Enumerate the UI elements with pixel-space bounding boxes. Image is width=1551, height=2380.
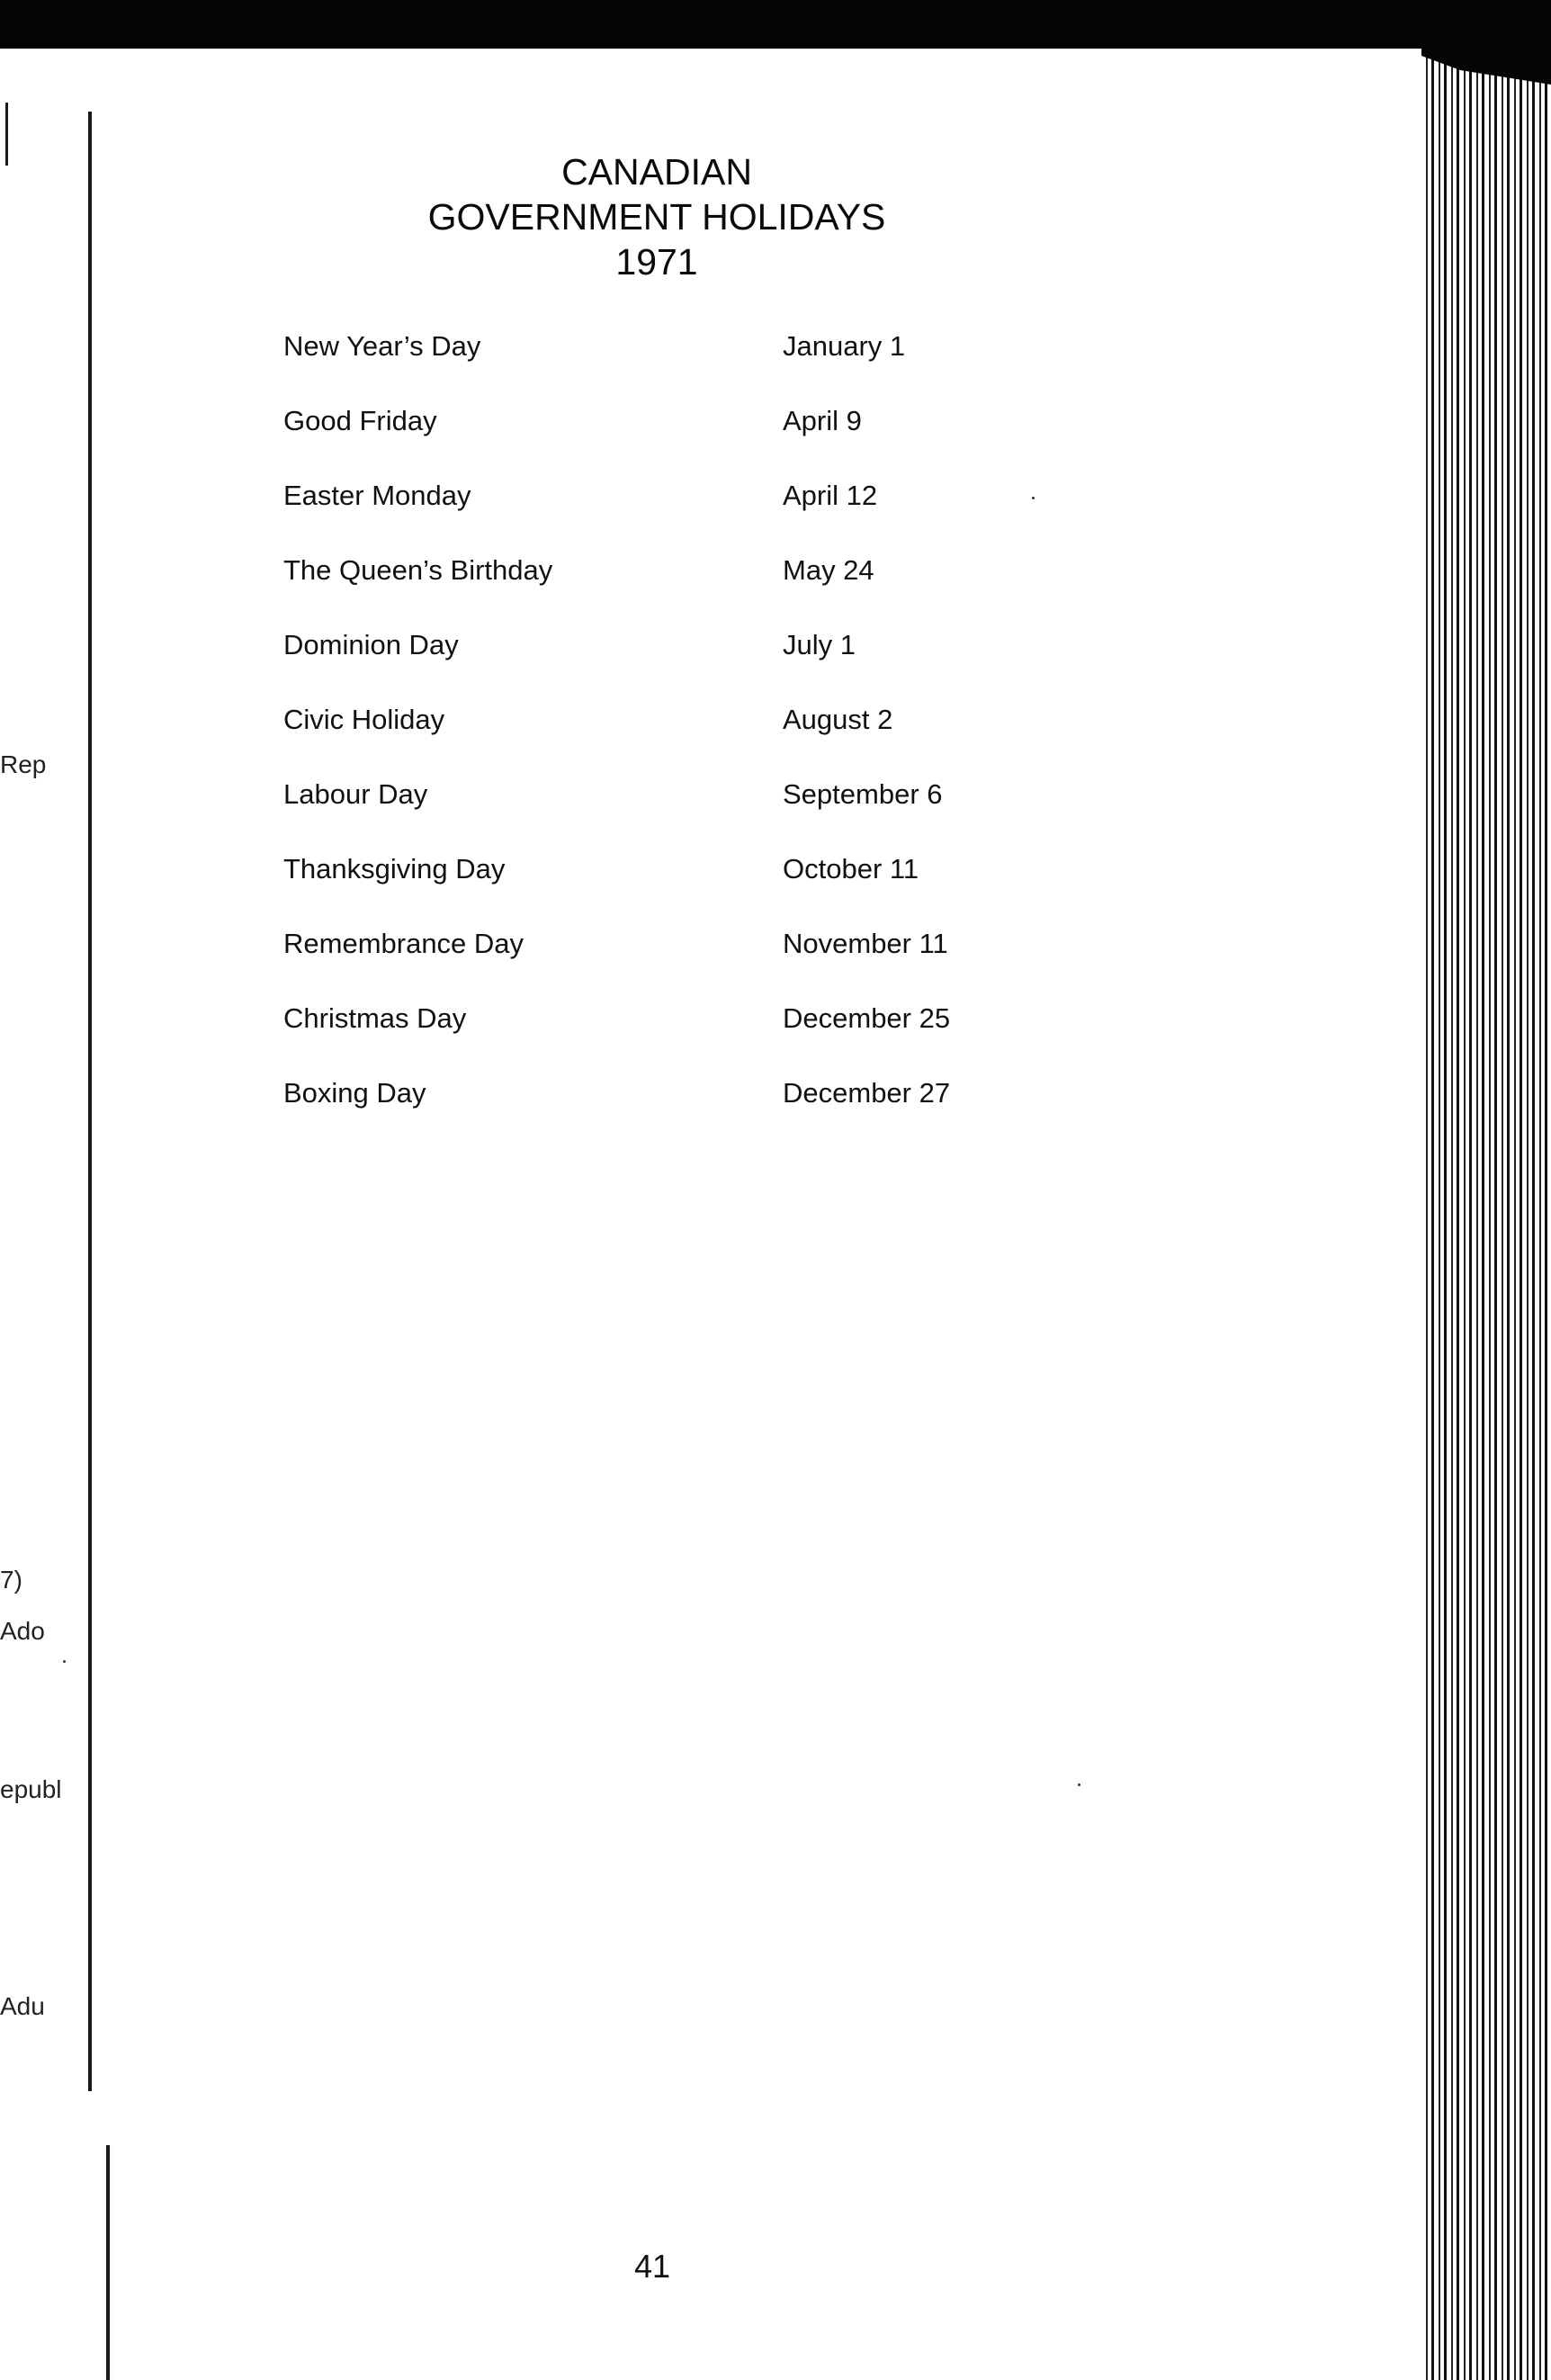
- holiday-date: August 2: [783, 704, 893, 735]
- holiday-date: October 11: [783, 853, 919, 885]
- holiday-row: [283, 552, 1003, 627]
- page-heading: [342, 149, 972, 284]
- holiday-date: July 1: [783, 629, 856, 660]
- gutter-mark: [5, 103, 8, 166]
- facing-page-fragment: epubl: [0, 1775, 62, 1803]
- gutter-line-lower: [106, 2145, 110, 2380]
- holiday-row: [283, 926, 1003, 1001]
- holiday-date: April 9: [783, 405, 862, 436]
- page-edges-top-shadow: [1421, 49, 1551, 85]
- facing-page-fragment: 7): [0, 1566, 22, 1594]
- holiday-name: Thanksgiving Day: [283, 853, 506, 885]
- holiday-date: January 1: [783, 330, 906, 362]
- holiday-row: [283, 403, 1003, 478]
- book-page-edges: [1421, 49, 1551, 2380]
- holiday-row: [283, 328, 1003, 403]
- holiday-date: September 6: [783, 778, 943, 810]
- scan-speck: [1032, 497, 1035, 499]
- holiday-row: [283, 627, 1003, 702]
- holiday-date: December 25: [783, 1002, 951, 1034]
- holiday-row: [283, 1075, 1003, 1150]
- holiday-name: The Queen’s Birthday: [283, 554, 553, 586]
- facing-page-fragment: Ado: [0, 1617, 45, 1645]
- holiday-row: [283, 1001, 1003, 1075]
- holiday-name: Christmas Day: [283, 1002, 467, 1034]
- holiday-name: Dominion Day: [283, 629, 459, 660]
- page-number: 41: [633, 2248, 671, 2285]
- scan-speck: [63, 1660, 66, 1663]
- holiday-name: Boxing Day: [283, 1077, 426, 1109]
- holiday-list: [283, 328, 1003, 1150]
- holiday-name: Easter Monday: [283, 480, 471, 511]
- holiday-date: November 11: [783, 928, 948, 959]
- heading-line-title: GOVERNMENT HOLIDAYS: [427, 196, 886, 238]
- facing-page-edge: [0, 49, 117, 2380]
- heading-line-country: CANADIAN: [561, 151, 752, 193]
- holiday-name: Civic Holiday: [283, 704, 445, 735]
- holiday-row: [283, 777, 1003, 851]
- facing-page-fragment: Rep: [0, 750, 47, 778]
- holiday-name: Labour Day: [283, 778, 428, 810]
- scan-top-border: [0, 0, 1551, 49]
- holiday-name: New Year’s Day: [283, 330, 481, 362]
- scan-speck: [1078, 1783, 1080, 1786]
- heading-line-year: 1971: [615, 241, 698, 283]
- gutter-line: [88, 112, 92, 2091]
- holiday-row: [283, 851, 1003, 926]
- holiday-row: [283, 702, 1003, 777]
- holiday-row: [283, 478, 1003, 552]
- holiday-date: April 12: [783, 480, 878, 511]
- facing-page-fragment: Adu: [0, 1992, 45, 2020]
- holiday-date: May 24: [783, 554, 874, 586]
- holiday-date: December 27: [783, 1077, 951, 1109]
- holiday-name: Good Friday: [283, 405, 437, 436]
- holiday-name: Remembrance Day: [283, 928, 524, 959]
